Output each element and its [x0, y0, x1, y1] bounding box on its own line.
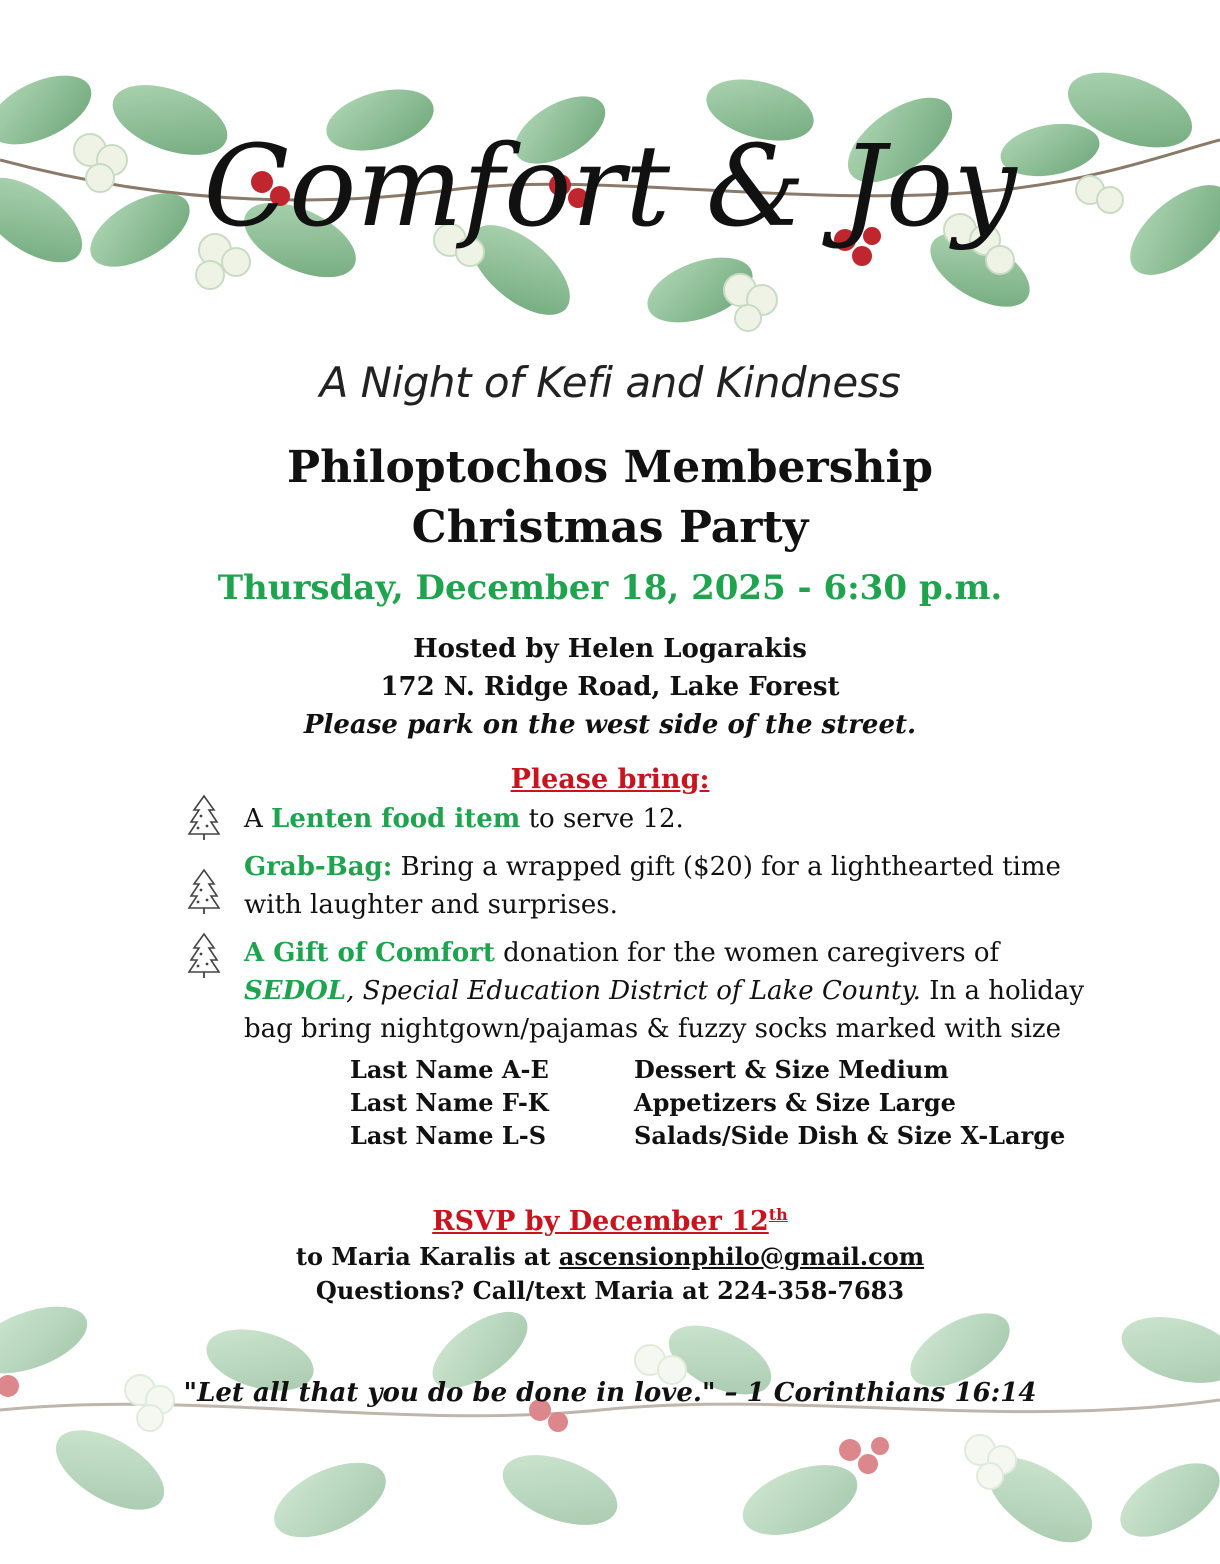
email-link[interactable]: ascensionphilo@gmail.com [558, 1242, 925, 1271]
host-info [0, 630, 1220, 744]
heading-line-1: Philoptochos Membership [287, 442, 933, 493]
christmas-tree-icon [186, 868, 222, 916]
bring-list [180, 800, 1100, 1058]
holly-garland-bottom [0, 1300, 1220, 1564]
parking-note: Please park on the west side of the street. [303, 710, 917, 740]
heading-line-2: Christmas Party [411, 502, 809, 553]
contact-info [0, 1240, 1220, 1308]
christmas-tree-icon [186, 932, 222, 980]
event-subtitle: A Night of Kefi and Kindness [319, 358, 901, 407]
list-item: Grab-Bag: Bring a wrapped gift ($20) for a lighthearted time with laughter and surprises. [180, 848, 1100, 924]
assignment-table [350, 1053, 1065, 1152]
event-heading [0, 438, 1220, 558]
rsvp-deadline: RSVP by December 12th [432, 1205, 788, 1237]
list-item: A Lenten food item to serve 12. [180, 800, 1100, 838]
title-script [0, 95, 1220, 295]
table-row: Last Name L-S Salads/Side Dish & Size X-Large [350, 1121, 1066, 1150]
table-row: Last Name F-K Appetizers & Size Large [350, 1088, 956, 1117]
event-datetime: Thursday, December 18, 2025 - 6:30 p.m. [217, 568, 1003, 608]
bible-quote: "Let all that you do be done in love." – 1 Corinthians 16:14 [183, 1378, 1037, 1408]
questions-contact: Questions? Call/text Maria at 224-358-7683 [315, 1276, 905, 1305]
list-item: A Gift of Comfort donation for the women caregivers of SEDOL, Special Education District of Lake County. In a holiday bag bring nightgown/pajamas & fuzzy socks marked with size [180, 934, 1100, 1048]
rsvp-contact: to Maria Karalis at ascensionphilo@gmail.com [295, 1242, 925, 1271]
table-row: Last Name A-E Dessert & Size Medium [350, 1055, 949, 1084]
christmas-tree-icon [186, 794, 222, 842]
host-name: Hosted by Helen Logarakis [413, 634, 807, 664]
svg-text:Comfort & Joy: Comfort & Joy [203, 122, 1017, 252]
host-address: 172 N. Ridge Road, Lake Forest [380, 672, 840, 702]
bring-title: Please bring: [510, 764, 710, 795]
